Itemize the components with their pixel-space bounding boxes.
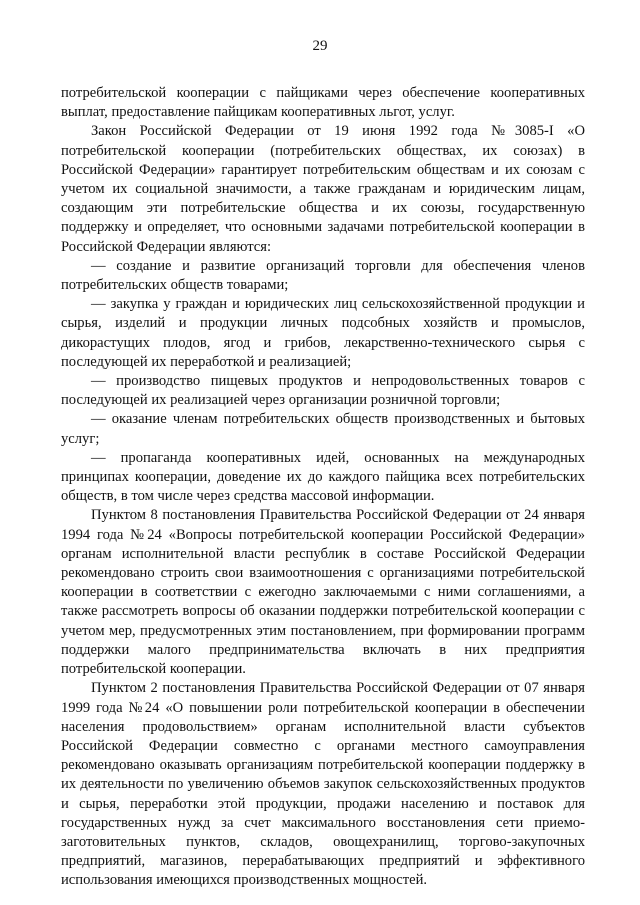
paragraph-resolution-1999: Пунктом 2 постановления Правительства Российской Федерации от 07 января 1999 года №24 «О повышении роли потребительской кооперации в обеспечении населения продовольствием» органам исполнительной власти субъектов Российской Федерации совместно с органами местного самоуправления рекомендовано оказывать организациям потребительской кооперации поддержку в их деятельности по увеличению объемов закупок сельскохозяйственных продуктов и сырья, переработки этой продукции, продажи населению и поставок для государственных нужд за счет максимального восстановления сети приемо-заготовительных пунктов, складов, овощехранилищ, торгово-закупочных предприятий, магазинов, перерабатывающих предприятий и эффективного использования имеющихся производственных мощностей. <box>61 680 585 889</box>
body-text <box>61 84 585 891</box>
list-item-production: — производство пищевых продуктов и непродовольственных товаров с последующей их реализацией через организации розничной торговли; <box>61 373 585 409</box>
paragraph-continuation: потребительской кооперации с пайщиками через обеспечение кооперативных выплат, предоставление пайщикам кооперативных льгот, услуг. <box>61 85 585 121</box>
page-number: 29 <box>312 38 328 54</box>
list-item-propaganda: — пропаганда кооперативных идей, основанных на международных принципах кооперации, доведение их до каждого пайщика всех потребительских обществ, в том числе через средства массовой информации. <box>61 449 585 505</box>
paragraph-law-3085: Закон Российской Федерации от 19 июня 1992 года №3085-I «О потребительской кооперации (потребительских обществах, их союзах) в Российской Федерации» гарантирует потребительским обществам и их союзам с учетом их социальной значимости, а также гражданам и юридическим лицам, создающим эти потребительские общества и их союзы, государственную поддержку и определяет, что основными задачами потребительской кооперации в Российской Федерации являются: <box>61 123 585 255</box>
list-item-trade: — создание и развитие организаций торговли для обеспечения членов потребительских обществ товарами; <box>61 257 585 294</box>
list-item-services: — оказание членам потребительских обществ производственных и бытовых услуг; <box>61 411 585 447</box>
list-item-procurement: — закупка у граждан и юридических лиц сельскохозяйственной продукции и сырья, изделий и продукции личных подсобных хозяйств и промыслов, дикорастущих плодов, ягод и грибов, лекарственно-технического сырья с последующей их переработкой и реализацией; <box>61 296 585 370</box>
paragraph-resolution-1994: Пунктом 8 постановления Правительства Российской Федерации от 24 января 1994 года №24 «Вопросы потребительской кооперации Российской Федерации» органам исполнительной власти республик в составе Российской Федерации рекомендовано строить свои взаимоотношения с организациями потребительской кооперации в соответствии с ежегодно заключаемыми с ними соглашениями, а также рассмотреть вопросы об оказании поддержки потребительской кооперации с учетом мер, предусмотренных этим постановлением, при формировании программ поддержки малого предпринимательства включать в них предприятия потребительской кооперации. <box>61 507 585 678</box>
